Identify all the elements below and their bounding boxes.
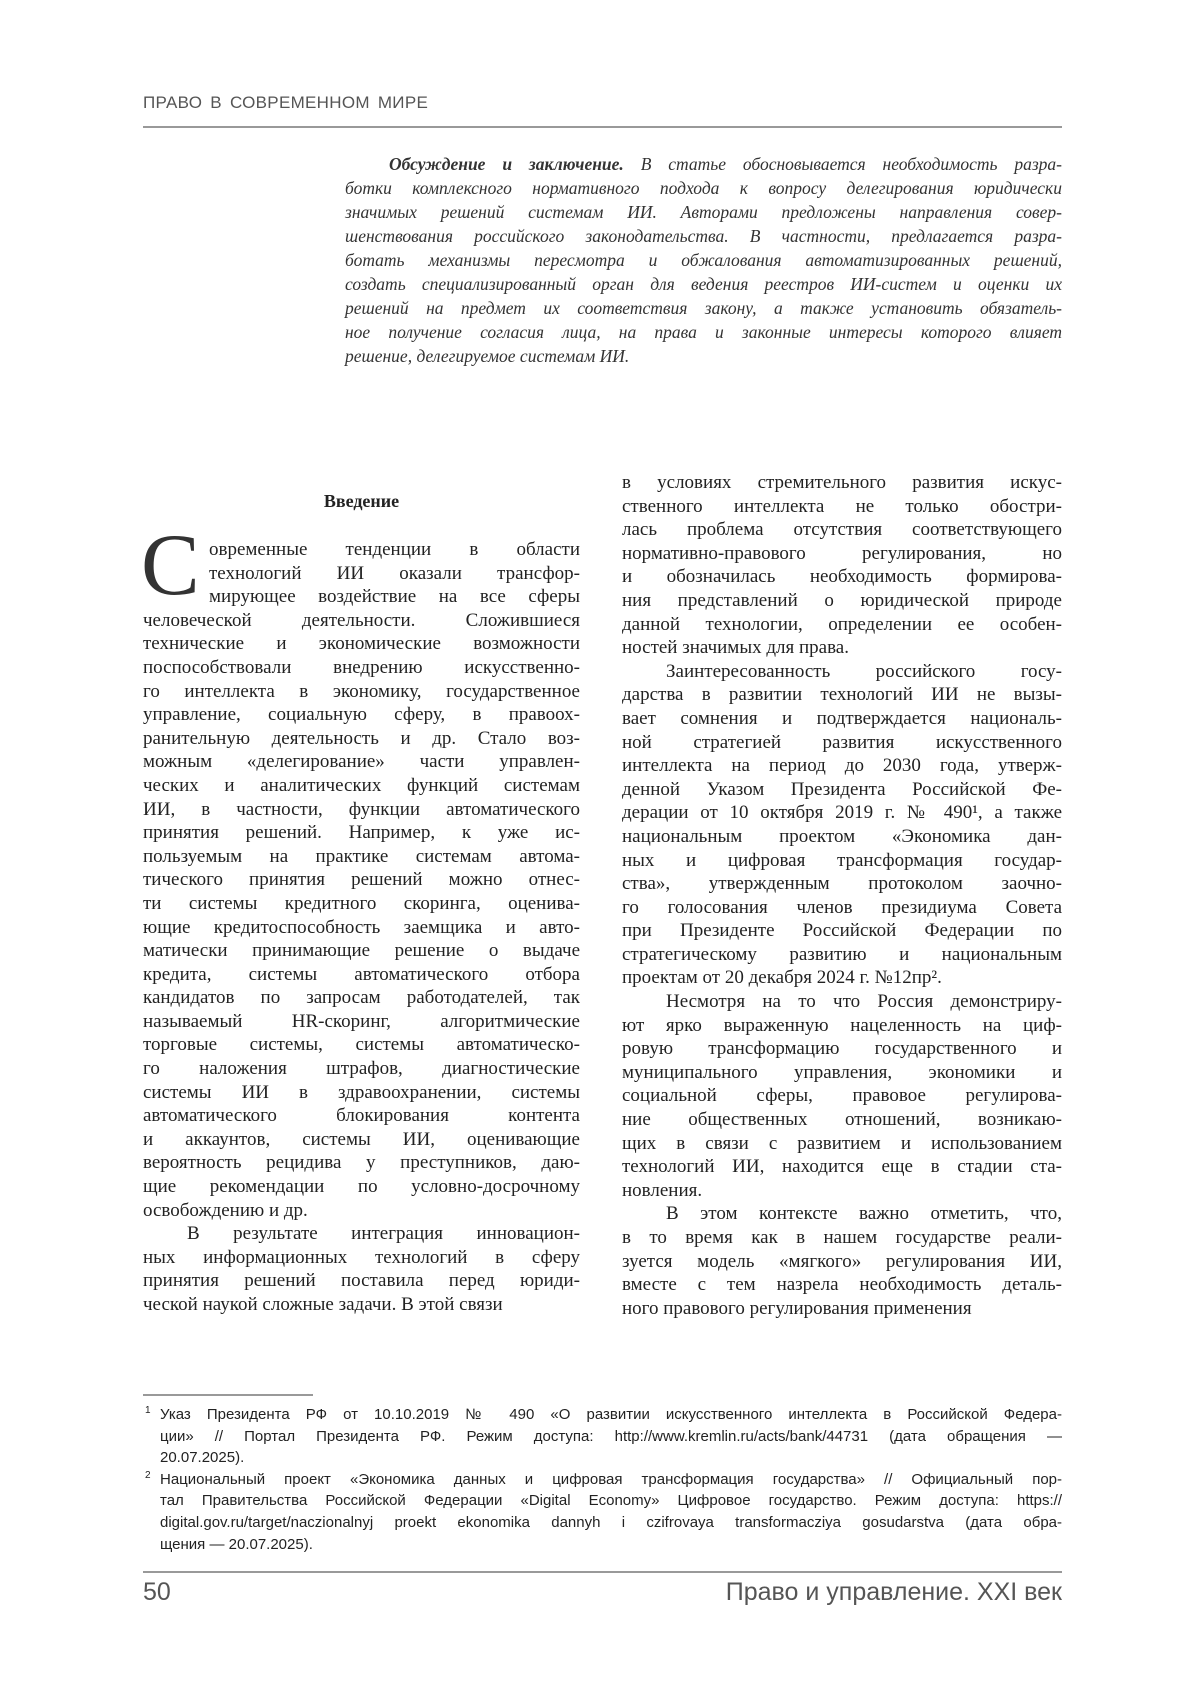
abstract-lead: Обсуждение и заключение.: [389, 154, 624, 174]
body-text-line: кредита, системы автоматического отбора: [143, 963, 580, 987]
abstract-line-text: решение, делегируемое системам ИИ.: [345, 346, 629, 366]
body-text-line: вероятность рецидива у преступников, даю-: [143, 1151, 580, 1175]
body-text-line: технические и экономические возможности: [143, 632, 580, 656]
abstract-line-text: ботки комплексного нормативного подхода к вопросу делегирования юридически: [345, 178, 1062, 198]
body-text-line: управление, социальную сферу, в правоох-: [143, 703, 580, 727]
running-title: ПРАВО В СОВРЕМЕННОМ МИРЕ: [143, 93, 428, 113]
body-text-line: ственного интеллекта не только обостри-: [622, 495, 1062, 519]
body-text-line: технологий ИИ оказали трансфор-: [143, 562, 580, 586]
body-text-line: технологий ИИ, находится еще в стадии ста-: [622, 1155, 1062, 1179]
body-text-line: ного правового регулирования применения: [622, 1297, 1062, 1321]
body-text-line: новления.: [622, 1179, 1062, 1203]
body-text-line: проектам от 20 декабря 2024 г. №12пр².: [622, 966, 1062, 990]
footnote-line: щения — 20.07.2025).: [160, 1534, 1062, 1556]
footnote-line: тал Правительства Российской Федерации «Digital Economy» Цифровое государство. Режим доступа: https://: [160, 1490, 1062, 1512]
body-text-line: В результате интеграция инновацион-: [143, 1222, 580, 1246]
abstract-line-text: решений на предмет их соответствия закону, а также установить обязатель-: [345, 298, 1062, 318]
abstract-line: [345, 176, 1062, 200]
body-text-line: освобождению и др.: [143, 1199, 580, 1223]
body-text-line: лась проблема отсутствия соответствующего: [622, 518, 1062, 542]
body-text-line: муниципального управления, экономики и: [622, 1061, 1062, 1085]
footnote-divider: [143, 1394, 313, 1396]
body-text-line: тического принятия решений можно отнес-: [143, 868, 580, 892]
body-text-line: кандидатов по запросам работодателей, так: [143, 986, 580, 1010]
body-text-line: пользуемым на практике системам автома-: [143, 845, 580, 869]
body-text-line: поспособствовали внедрению искусственно-: [143, 656, 580, 680]
body-text-line: ства», утвержденным протоколом заочно-: [622, 872, 1062, 896]
body-text-line: системы ИИ в здравоохранении, системы: [143, 1081, 580, 1105]
body-text-line: мирующее воздействие на все сферы: [143, 585, 580, 609]
abstract-line: [345, 248, 1062, 272]
body-text-line: ющие кредитоспособность заемщика и авто-: [143, 916, 580, 940]
abstract-line: [345, 296, 1062, 320]
text-column-right: [622, 471, 1062, 1320]
body-text-line: го интеллекта в экономику, государственное: [143, 680, 580, 704]
body-text-line: данной технологии, определении ее особен-: [622, 613, 1062, 637]
abstract-line: [345, 200, 1062, 224]
footer-divider: [143, 1571, 1062, 1573]
text-column-left: [143, 538, 580, 1317]
abstract-line: [345, 224, 1062, 248]
body-text-line: ИИ, в частности, функции автоматического: [143, 798, 580, 822]
body-text-line: социальной сферы, правовое регулирова-: [622, 1084, 1062, 1108]
footnote-line: digital.gov.ru/target/naczionalnyj proekt ekonomika dannyh i czifrovaya transformacziya gosudarstva (дата обра-: [160, 1512, 1062, 1534]
body-text-line: человеческой деятельности. Сложившиеся: [143, 609, 580, 633]
body-text-line: ной стратегией развития искусственного: [622, 731, 1062, 755]
body-text-line: можным «делегирование» части управлен-: [143, 750, 580, 774]
body-text-line: денной Указом Президента Российской Фе-: [622, 778, 1062, 802]
footnote-2: [143, 1469, 1062, 1555]
footnote-line: Национальный проект «Экономика данных и цифровая трансформация государства» // Официальный пор-: [160, 1469, 1062, 1491]
body-text-line: принятия решений. Например, к уже ис-: [143, 821, 580, 845]
abstract-line: [345, 272, 1062, 296]
body-text-line: дерации от 10 октября 2019 г. № 490¹, а также: [622, 801, 1062, 825]
body-text-line: торговые системы, системы автоматическо-: [143, 1033, 580, 1057]
body-text-line: овременные тенденции в области: [143, 538, 580, 562]
body-text-line: щие рекомендации по условно-досрочному: [143, 1175, 580, 1199]
abstract-line: [345, 320, 1062, 344]
body-text-line: вает сомнения и подтверждается националь-: [622, 707, 1062, 731]
body-text-line: ческих и аналитических функций системам: [143, 774, 580, 798]
body-text-line: ния представлений о юридической природе: [622, 589, 1062, 613]
body-text-line: интеллекта на период до 2030 года, утверж-: [622, 754, 1062, 778]
body-text-line: и аккаунтов, системы ИИ, оценивающие: [143, 1128, 580, 1152]
footnote-line: Указ Президента РФ от 10.10.2019 № 490 «О развитии искусственного интеллекта в Российской Федера-: [160, 1404, 1062, 1426]
header-divider: [143, 126, 1062, 128]
abstract-conclusion: [345, 152, 1062, 368]
abstract-line: [345, 152, 1062, 176]
body-text-line: Несмотря на то что Россия демонстриру-: [622, 990, 1062, 1014]
abstract-line-text: ное получение согласия лица, на права и законные интересы которого влияет: [345, 322, 1062, 342]
journal-title: Право и управление. XXI век: [726, 1578, 1062, 1607]
abstract-line-text: значимых решений системам ИИ. Авторами предложены направления совер-: [345, 202, 1062, 222]
body-text-line: го голосования членов президиума Совета: [622, 896, 1062, 920]
body-text-line: вместе с тем назрела необходимость деталь-: [622, 1273, 1062, 1297]
body-text-line: нормативно-правового регулирования, но: [622, 542, 1062, 566]
body-text-line: го наложения штрафов, диагностические: [143, 1057, 580, 1081]
footnote-number: 2: [145, 1465, 151, 1487]
body-text-line: В этом контексте важно отметить, что,: [622, 1202, 1062, 1226]
footnote-line: 20.07.2025).: [160, 1447, 1062, 1469]
footnote-number: 1: [145, 1400, 151, 1422]
abstract-line-text: шенствования российского законодательства. В частности, предлагается разра-: [345, 226, 1062, 246]
body-text-line: в условиях стремительного развития искус-: [622, 471, 1062, 495]
body-text-line: ческой наукой сложные задачи. В этой связи: [143, 1293, 580, 1317]
body-text-line: стратегическому развитию и национальным: [622, 943, 1062, 967]
footnote-1: [143, 1404, 1062, 1469]
abstract-line-text: создать специализированный орган для ведения реестров ИИ-систем и оценки их: [345, 274, 1062, 294]
body-text-line: в то время как в нашем государстве реали-: [622, 1226, 1062, 1250]
abstract-line-text: ботать механизмы пересмотра и обжалования автоматизированных решений,: [345, 250, 1062, 270]
body-text-line: ных информационных технологий в сферу: [143, 1246, 580, 1270]
drop-cap: С: [141, 522, 200, 610]
body-text-line: ных и цифровая трансформация государ-: [622, 849, 1062, 873]
body-text-line: национальным проектом «Экономика дан-: [622, 825, 1062, 849]
body-text-line: щих в связи с развитием и использованием: [622, 1132, 1062, 1156]
abstract-line: [345, 344, 1062, 368]
page-number: 50: [143, 1578, 171, 1607]
body-text-line: называемый HR-скоринг, алгоритмические: [143, 1010, 580, 1034]
body-text-line: и обозначилась необходимость формирова-: [622, 565, 1062, 589]
body-text-line: ют ярко выраженную нацеленность на циф-: [622, 1014, 1062, 1038]
body-text-line: матически принимающие решение о выдаче: [143, 939, 580, 963]
body-text-line: дарства в развитии технологий ИИ не вызы-: [622, 683, 1062, 707]
body-text-line: принятия решений поставила перед юриди-: [143, 1269, 580, 1293]
body-text-line: зуется модель «мягкого» регулирования ИИ,: [622, 1250, 1062, 1274]
body-text-line: ностей значимых для права.: [622, 636, 1062, 660]
section-heading-introduction: Введение: [143, 491, 580, 512]
footnotes: [143, 1404, 1062, 1555]
body-text-line: ранительную деятельность и др. Стало воз-: [143, 727, 580, 751]
body-text-line: ние общественных отношений, возникаю-: [622, 1108, 1062, 1132]
abstract-line-text: В статье обосновывается необходимость разра-: [624, 154, 1062, 174]
footnote-line: ции» // Портал Президента РФ. Режим доступа: http://www.kremlin.ru/acts/bank/44731 (дата обращения —: [160, 1426, 1062, 1448]
body-text-line: при Президенте Российской Федерации по: [622, 919, 1062, 943]
body-text-line: ровую трансформацию государственного и: [622, 1037, 1062, 1061]
body-text-line: автоматического блокирования контента: [143, 1104, 580, 1128]
body-text-line: Заинтересованность российского госу-: [622, 660, 1062, 684]
body-text-line: ти системы кредитного скоринга, оценива-: [143, 892, 580, 916]
